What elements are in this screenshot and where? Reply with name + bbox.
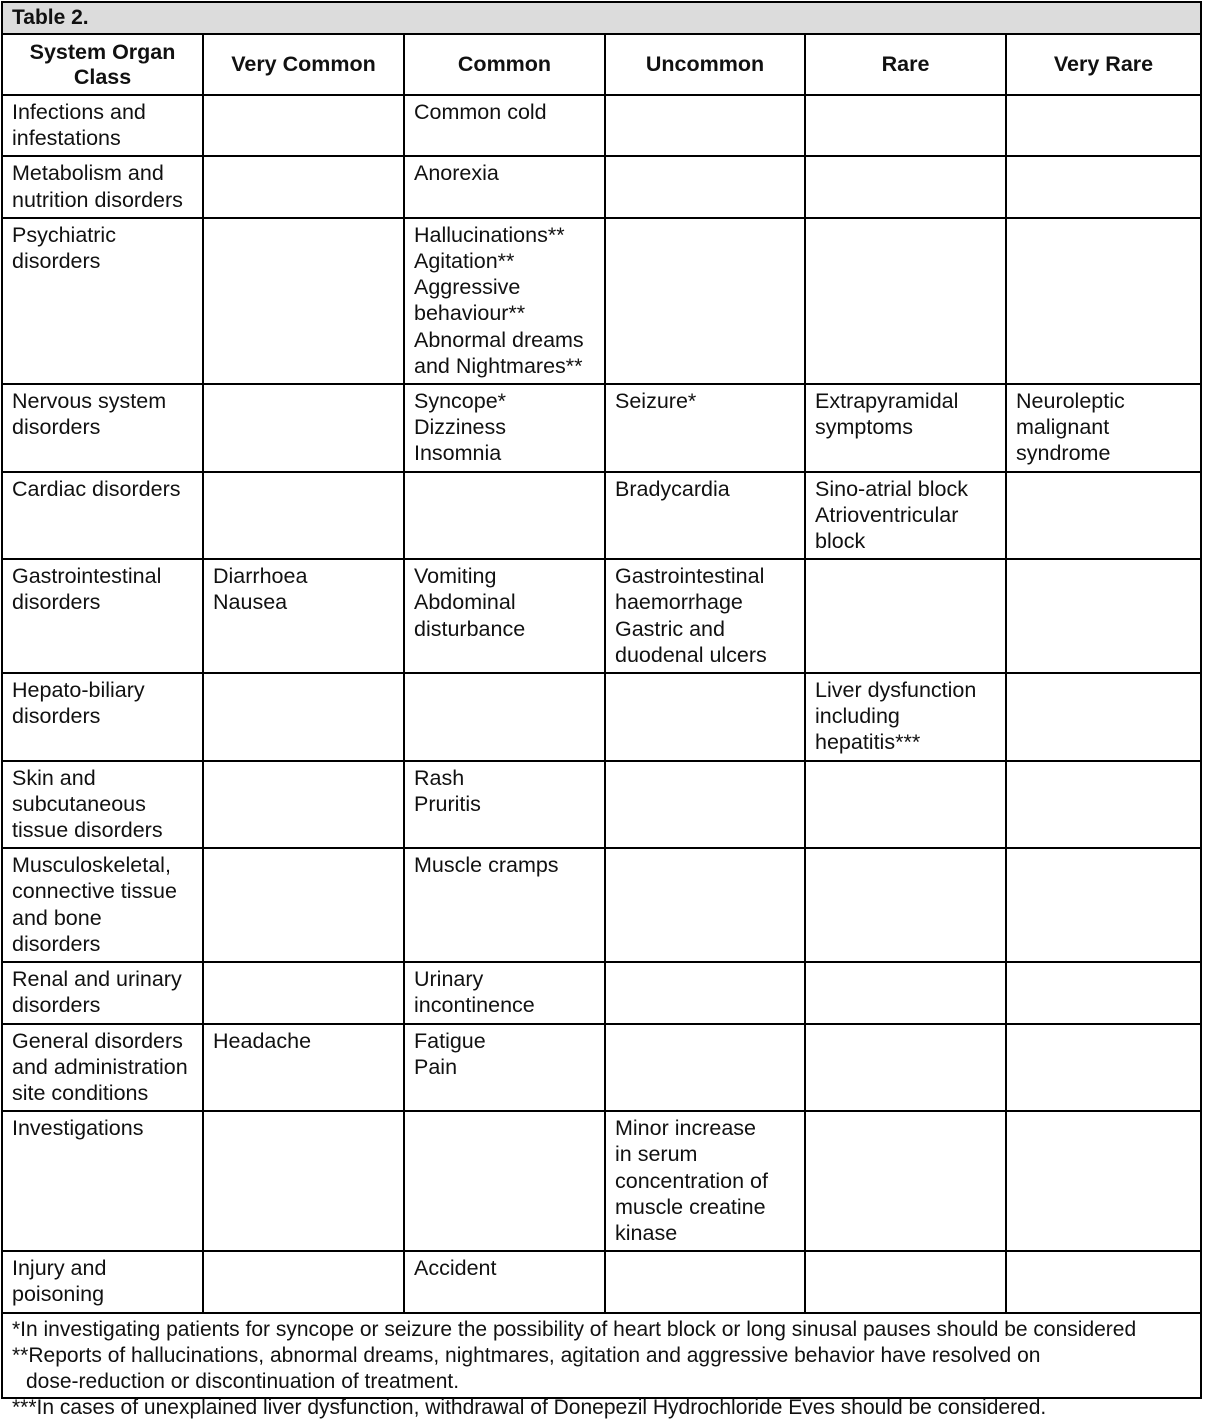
cell-text-line: Musculoskeletal, [12,853,171,878]
header-common [404,35,605,95]
cell-text-line: and Nightmares** [414,353,583,378]
very-common-cell [203,1251,404,1311]
cell-text-line: and bone [12,905,102,930]
rare-cell [805,1111,1006,1251]
uncommon-cell [605,848,805,962]
very-common-cell [203,156,404,217]
header-label: Uncommon [645,52,765,76]
system-organ-class-cell [3,848,203,962]
cell-text-line: Rash [414,765,465,790]
cell-text-line: hepatitis*** [815,730,921,755]
uncommon-cell [605,962,805,1023]
table-row [3,962,1200,1023]
common-cell [404,218,605,384]
very-rare-cell [1006,1251,1200,1311]
header-label: Rare [881,52,930,76]
very-rare-cell [1006,962,1200,1023]
rare-cell [805,761,1006,849]
very-rare-cell [1006,384,1200,472]
system-organ-class-cell [3,559,203,673]
table-row [3,848,1200,962]
very-rare-cell [1006,472,1200,560]
cell-text-line: Aggressive [414,275,521,300]
common-cell [404,1111,605,1251]
header-label: Very Rare [1053,52,1154,76]
system-organ-class-cell [3,1111,203,1251]
header-label: Common [457,52,552,76]
cell-text-line: Injury and [12,1256,107,1281]
common-cell [404,848,605,962]
table-row [3,156,1200,217]
cell-text-line: subcutaneous [12,791,146,816]
cell-text-line: kinase [615,1220,678,1245]
table-row [3,472,1200,560]
system-organ-class-cell [3,472,203,560]
common-cell [404,384,605,472]
rare-cell [805,962,1006,1023]
table-caption: Table 2. [3,3,1200,35]
cell-text-line: Pruritis [414,791,481,816]
header-very-rare [1006,35,1200,95]
cell-text-line: Anorexia [414,161,499,186]
header-rare [805,35,1006,95]
cell-text-line: Muscle cramps [414,853,559,878]
cell-text-line: Pain [414,1054,458,1079]
very-rare-cell [1006,95,1200,156]
cell-text-line: Common cold [414,100,547,124]
cell-text-line: General disorders [12,1028,183,1053]
footnote-line: *In investigating patients for syncope or seizure the possibility of heart block or long sinusal pauses should be considered [12,1317,1137,1341]
cell-text-line: Cardiac disorders [12,476,181,501]
common-cell [404,962,605,1023]
cell-text-line: Minor increase [615,1116,756,1141]
header-very-common [203,35,404,95]
system-organ-class-cell [3,1251,203,1311]
uncommon-cell [605,218,805,384]
footnote-line: **Reports of hallucinations, abnormal dreams, nightmares, agitation and aggressive behavior have resolved on [12,1343,1041,1367]
cell-text-line: Diarrhoea [213,564,308,589]
header-label: Very Common [231,52,376,76]
system-organ-class-cell [3,962,203,1023]
cell-text-line: nutrition disorders [12,187,183,212]
cell-text-line: in serum [615,1142,698,1167]
very-common-cell [203,761,404,849]
very-rare-cell [1006,218,1200,384]
cell-text-line: Neuroleptic [1016,389,1125,414]
system-organ-class-cell [3,156,203,217]
table-row [3,95,1200,156]
system-organ-class-cell [3,218,203,384]
cell-text-line: infestations [12,126,121,151]
cell-text-line: disorders [12,704,101,729]
cell-text-line: incontinence [414,993,535,1018]
uncommon-cell [605,761,805,849]
very-common-cell [203,218,404,384]
common-cell [404,559,605,673]
cell-text-line: disorders [12,415,101,440]
cell-text-line: connective tissue [12,879,177,904]
very-rare-cell [1006,1024,1200,1112]
header-label: System Organ Class [29,39,176,89]
cell-text-line: Extrapyramidal [815,389,959,414]
uncommon-cell [605,95,805,156]
cell-text-line: Urinary [414,967,484,992]
rare-cell [805,384,1006,472]
table-row [3,1111,1200,1251]
table-row [3,1251,1200,1311]
uncommon-cell [605,472,805,560]
system-organ-class-cell [3,1024,203,1112]
cell-text-line: disturbance [414,616,526,641]
rare-cell [805,472,1006,560]
common-cell [404,472,605,560]
rare-cell [805,673,1006,761]
very-rare-cell [1006,848,1200,962]
table-body [3,95,1200,1312]
table-row [3,1024,1200,1112]
very-common-cell [203,95,404,156]
cell-text-line: Gastric and [615,616,725,641]
cell-text-line: malignant [1016,415,1110,440]
cell-text-line: Bradycardia [615,476,730,501]
cell-text-line: Hepato-biliary [12,678,145,703]
cell-text-line: Skin and [12,765,96,790]
cell-text-line: Syncope* [414,389,507,414]
cell-text-line: Insomnia [414,441,502,466]
cell-text-line: Gastrointestinal [615,564,765,589]
cell-text-line: Investigations [12,1116,144,1141]
cell-text-line: Fatigue [414,1028,486,1053]
cell-text-line: duodenal ulcers [615,642,767,667]
cell-text-line: Dizziness [414,415,506,440]
common-cell [404,673,605,761]
cell-text-line: Liver dysfunction [815,678,977,703]
common-cell [404,761,605,849]
cell-text-line: haemorrhage [615,590,743,615]
cell-text-line: Abnormal dreams [414,327,584,352]
cell-text-line: Agitation** [414,249,515,274]
header-system-organ-class [3,35,203,95]
very-rare-cell [1006,156,1200,217]
table-row [3,218,1200,384]
adverse-reactions-table-container [1,1,1202,1420]
header-uncommon [605,35,805,95]
cell-text-line: Hallucinations** [414,222,565,247]
very-common-cell [203,848,404,962]
uncommon-cell [605,1111,805,1251]
rare-cell [805,218,1006,384]
cell-text-line: syndrome [1016,441,1111,466]
rare-cell [805,95,1006,156]
cell-text-line: behaviour** [414,301,526,326]
system-organ-class-cell [3,761,203,849]
system-organ-class-cell [3,384,203,472]
cell-text-line: disorders [12,993,101,1018]
common-cell [404,156,605,217]
uncommon-cell [605,559,805,673]
cell-text-line: disorders [12,931,101,956]
cell-text-line: concentration of [615,1168,768,1193]
cell-text-line: Nausea [213,590,288,615]
cell-text-line: Psychiatric [12,222,116,247]
common-cell [404,1024,605,1112]
very-common-cell [203,384,404,472]
cell-text-line: Nervous system [12,389,167,414]
rare-cell [805,1251,1006,1311]
cell-text-line: Infections and [12,100,146,124]
cell-text-line: Headache [213,1028,312,1053]
system-organ-class-cell [3,673,203,761]
very-rare-cell [1006,761,1200,849]
footnote-line: dose-reduction or discontinuation of treatment. [26,1370,460,1394]
uncommon-cell [605,384,805,472]
system-organ-class-cell [3,95,203,156]
very-common-cell [203,559,404,673]
rare-cell [805,559,1006,673]
cell-text-line: disorders [12,590,101,615]
common-cell [404,95,605,156]
very-common-cell [203,962,404,1023]
cell-text-line: Metabolism and [12,161,164,186]
cell-text-line: Accident [414,1256,497,1281]
uncommon-cell [605,156,805,217]
footnotes [3,1312,1200,1422]
rare-cell [805,156,1006,217]
very-rare-cell [1006,559,1200,673]
very-common-cell [203,1111,404,1251]
table-row [3,384,1200,472]
cell-text-line: tissue disorders [12,818,163,843]
cell-text-line: Seizure* [615,389,697,414]
cell-text-line: including [815,704,900,729]
cell-text-line: Atrioventricular [815,502,959,527]
cell-text-line: Renal and urinary [12,967,182,992]
cell-text-line: disorders [12,249,101,274]
very-common-cell [203,673,404,761]
table-row [3,761,1200,849]
cell-text-line: and administration [12,1054,188,1079]
cell-text-line: site conditions [12,1080,149,1105]
cell-text-line: block [815,529,866,554]
cell-text-line: Abdominal [414,590,516,615]
common-cell [404,1251,605,1311]
very-common-cell [203,1024,404,1112]
uncommon-cell [605,1024,805,1112]
adverse-reactions-table [3,35,1200,1312]
cell-text-line: Vomiting [414,564,497,589]
cell-text-line: Gastrointestinal [12,564,162,589]
very-common-cell [203,472,404,560]
cell-text-line: symptoms [815,415,913,440]
cell-text-line: poisoning [12,1282,105,1307]
cell-text-line: Sino-atrial block [815,476,968,501]
table-row [3,559,1200,673]
very-rare-cell [1006,673,1200,761]
table-row [3,673,1200,761]
cell-text-line: muscle creatine [615,1194,766,1219]
uncommon-cell [605,673,805,761]
rare-cell [805,848,1006,962]
uncommon-cell [605,1251,805,1311]
rare-cell [805,1024,1006,1112]
header-row [3,35,1200,95]
footnote-line: ***In cases of unexplained liver dysfunction, withdrawal of Donepezil Hydrochloride Eves should be considered. [12,1396,1047,1420]
very-rare-cell [1006,1111,1200,1251]
